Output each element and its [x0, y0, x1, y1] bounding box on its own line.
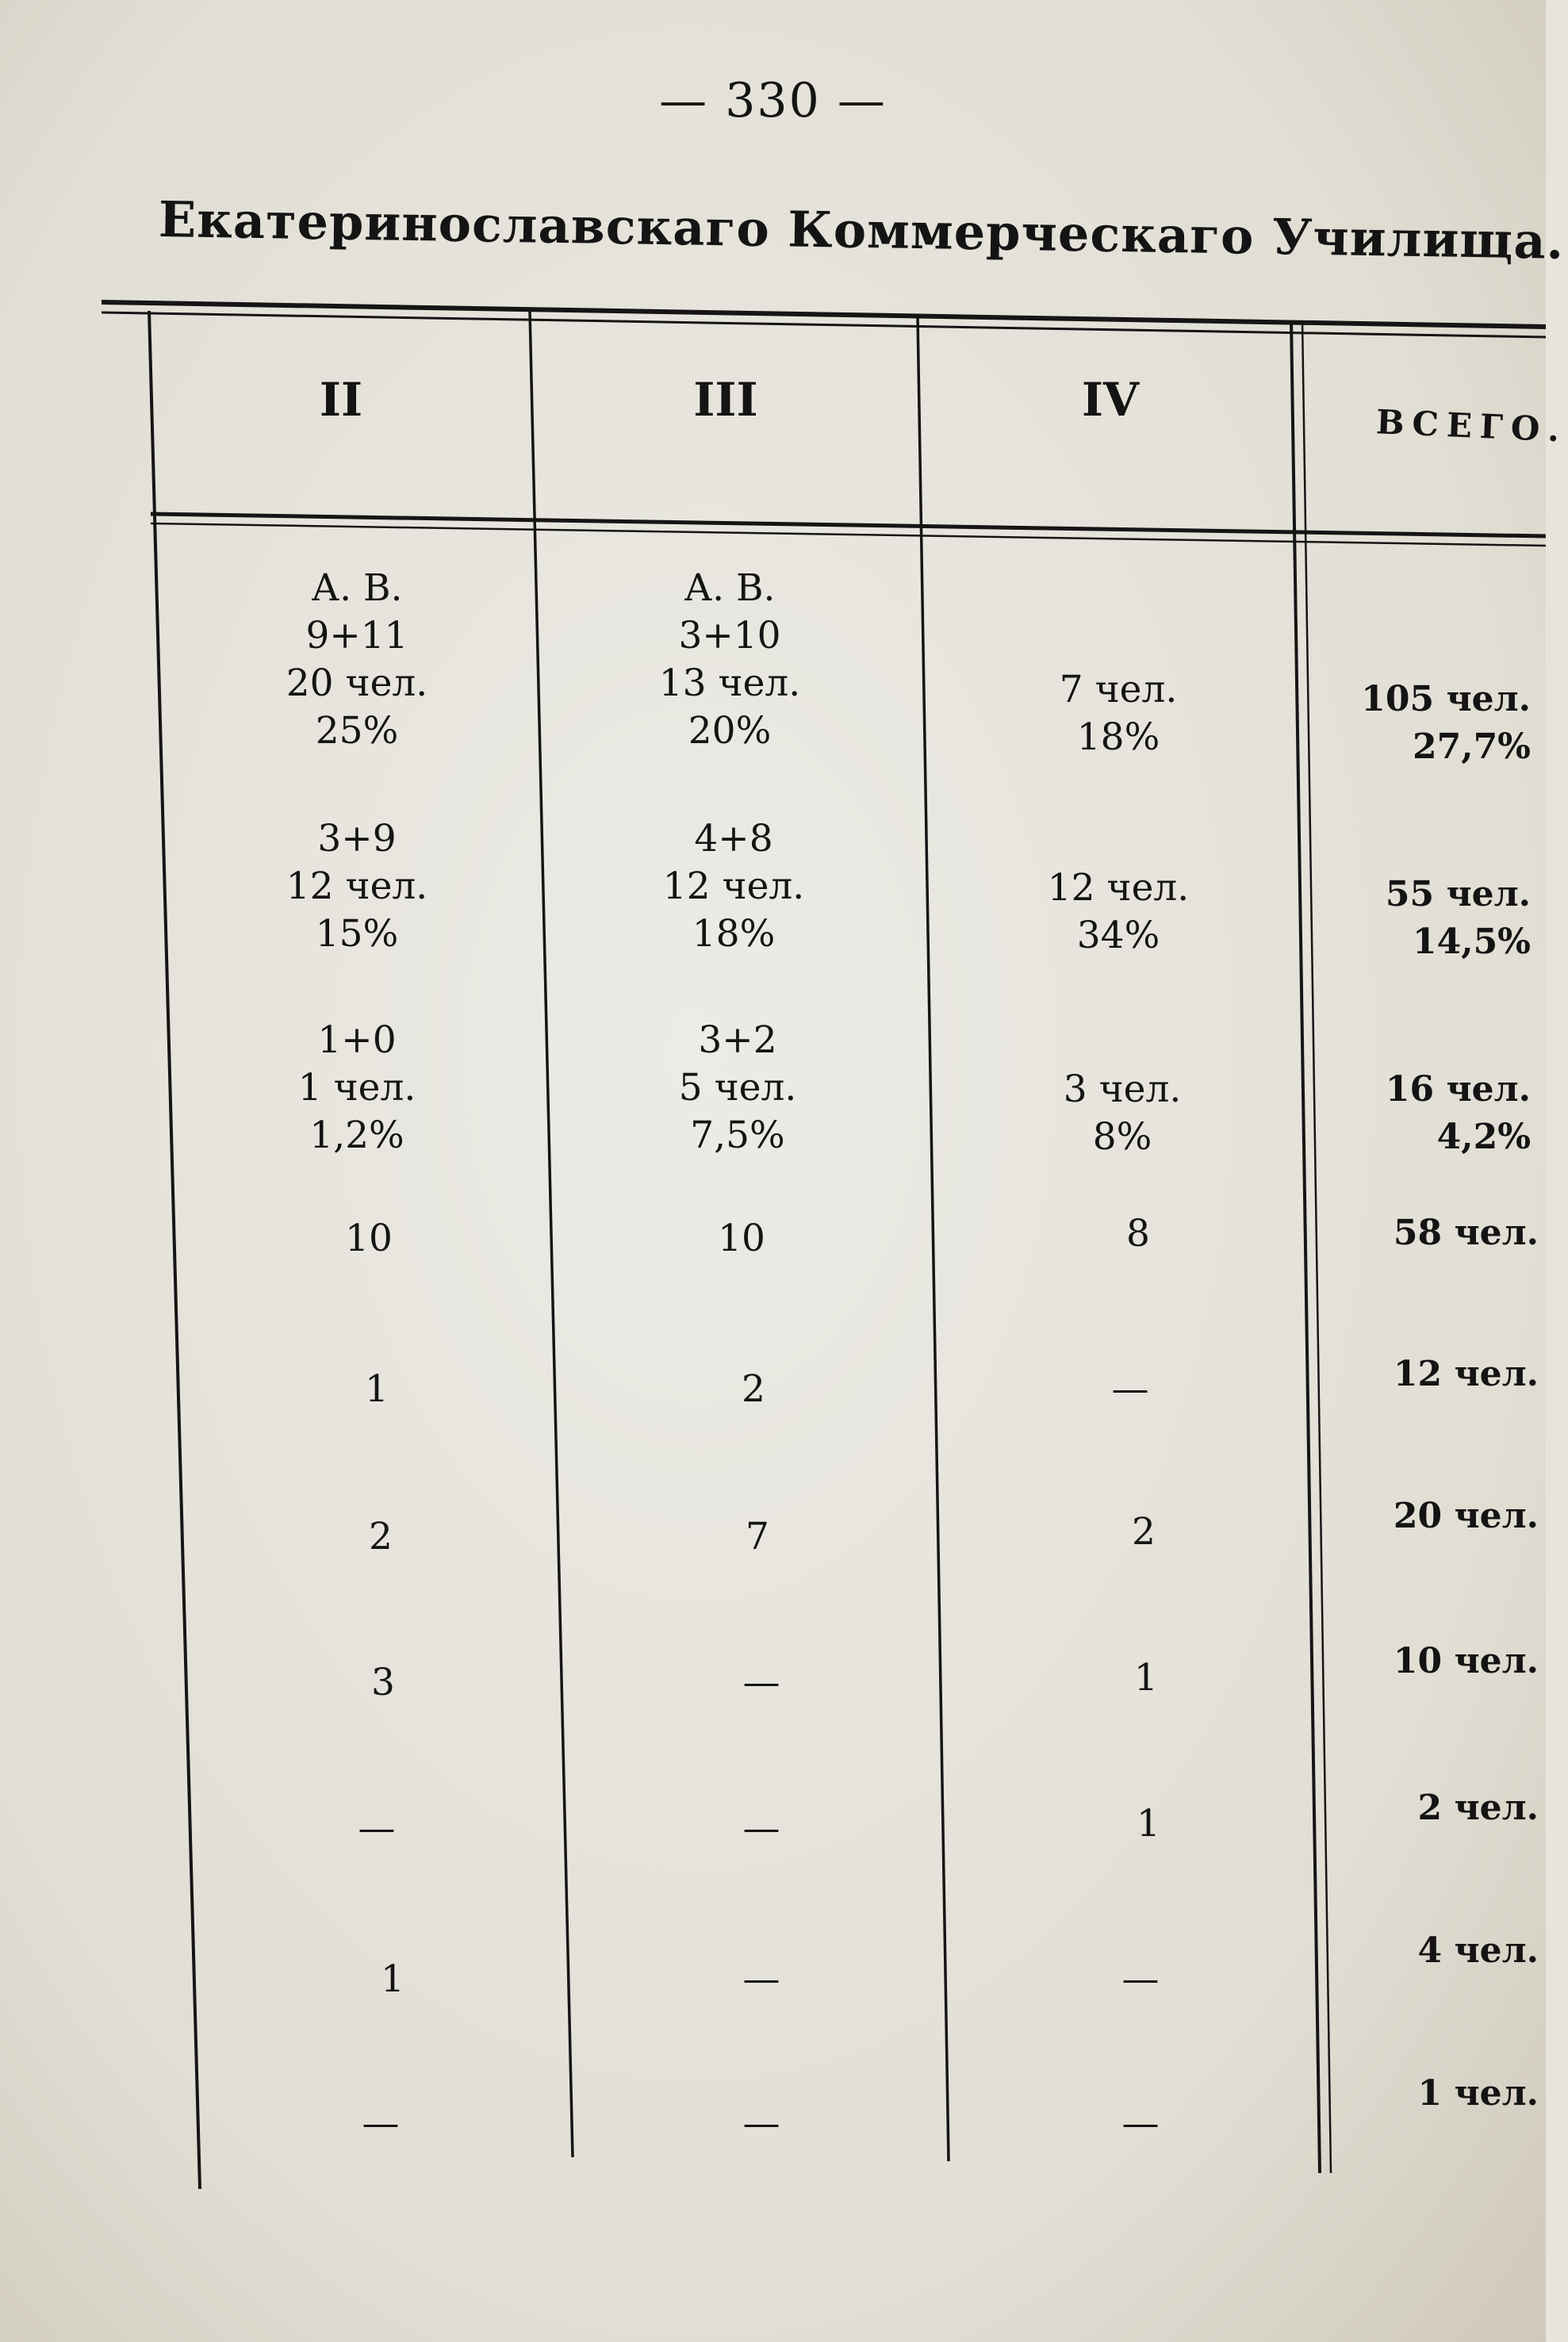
cell-row3-iv: [1027, 1066, 1217, 1161]
cell-row6-iv: [1049, 1508, 1239, 1556]
cell-line: 1: [365, 1367, 389, 1411]
cell-line: 15%: [315, 912, 399, 956]
cell-line: 2: [1132, 1510, 1156, 1554]
cell-line: 1: [1137, 1802, 1160, 1846]
column-header-ii: II: [319, 373, 363, 427]
cell-line: 7 чел.: [1059, 668, 1178, 711]
cell-line: 8: [1126, 1212, 1150, 1255]
cell-line: 10: [345, 1217, 393, 1260]
cell-line: 18%: [1076, 715, 1160, 759]
cell-row2-iv: [1023, 864, 1213, 960]
cell-line: 1 чел.: [1417, 2073, 1539, 2114]
cell-row1-ii: [262, 565, 452, 755]
cell-row7-total: [1348, 1638, 1539, 1685]
cell-row2-ii: [262, 815, 452, 958]
cell-line: 8%: [1092, 1115, 1152, 1159]
cell-line: 16 чел.: [1385, 1069, 1531, 1110]
cell-line: —: [1121, 1957, 1160, 2001]
cell-row5-ii: [282, 1366, 472, 1413]
cell-line: 1 чел.: [297, 1066, 416, 1110]
cell-line: 4 чел.: [1417, 1930, 1539, 1971]
cell-row4-iv: [1043, 1210, 1233, 1258]
cell-row10-iv: [1045, 2100, 1236, 2148]
cell-line: 2: [369, 1515, 393, 1558]
cell-line: —: [742, 2102, 780, 2145]
cell-line: 27,7%: [1413, 726, 1531, 767]
cell-line: А. В.: [311, 566, 403, 610]
page-number: — 330 —: [659, 73, 887, 128]
cell-line: 7,5%: [690, 1114, 785, 1157]
cell-line: 7: [746, 1515, 769, 1558]
cell-line: 3+10: [678, 614, 781, 657]
cell-row7-ii: [288, 1659, 478, 1707]
cell-row10-iii: [666, 2100, 857, 2148]
cell-row9-ii: [297, 1956, 488, 2003]
column-header-iv: IV: [1081, 373, 1140, 427]
cell-row6-ii: [286, 1513, 476, 1561]
page-title: Екатеринославскаго Коммерческаго Училища.: [158, 190, 1565, 270]
cell-line: 3 чел.: [1063, 1068, 1182, 1111]
cell-line: 20%: [688, 709, 772, 753]
cell-row9-iv: [1045, 1956, 1236, 2003]
cell-line: 3+2: [698, 1018, 777, 1062]
cell-row5-iv: [1035, 1366, 1225, 1413]
cell-row5-iii: [658, 1366, 849, 1413]
cell-row2-iii: [638, 815, 829, 958]
cell-line: 1+0: [317, 1018, 397, 1062]
cell-row9-total: [1348, 1927, 1539, 1975]
cell-row8-ii: [282, 1805, 472, 1853]
cell-row7-iii: [666, 1659, 857, 1707]
cell-row6-total: [1348, 1493, 1539, 1540]
cell-row3-total: [1348, 1066, 1531, 1161]
cell-line: 55 чел.: [1385, 874, 1531, 914]
cell-row3-ii: [262, 1017, 452, 1160]
cell-line: —: [742, 1957, 780, 2001]
cell-row1-iv: [1023, 666, 1213, 761]
cell-line: 5 чел.: [678, 1066, 797, 1110]
cell-row8-total: [1348, 1784, 1539, 1832]
cell-line: 4,2%: [1436, 1117, 1531, 1157]
cell-line: 2: [742, 1367, 765, 1411]
cell-row7-iv: [1051, 1654, 1241, 1702]
cell-line: 14,5%: [1413, 922, 1531, 962]
cell-line: 12 чел.: [1047, 866, 1190, 910]
cell-line: 3: [371, 1661, 395, 1704]
cell-line: —: [1121, 2102, 1160, 2145]
cell-row10-ii: [286, 2100, 476, 2148]
cell-line: 105 чел.: [1361, 679, 1531, 719]
cell-row9-iii: [666, 1956, 857, 2003]
column-header-iii: III: [693, 373, 758, 427]
cell-line: —: [742, 1807, 780, 1850]
cell-line: 1,2%: [309, 1114, 404, 1157]
cell-line: —: [362, 2102, 400, 2145]
cell-line: 25%: [315, 709, 399, 753]
cell-line: 3+9: [317, 817, 397, 861]
cell-row8-iv: [1053, 1800, 1244, 1848]
cell-row2-total: [1348, 871, 1531, 966]
cell-line: 1: [381, 1957, 404, 2001]
cell-row3-iii: [642, 1017, 833, 1160]
cell-line: 12 чел.: [1393, 1354, 1539, 1394]
cell-line: А. В.: [684, 566, 776, 610]
cell-line: 58 чел.: [1393, 1213, 1539, 1253]
cell-row8-iii: [666, 1805, 857, 1853]
cell-line: 4+8: [694, 817, 773, 861]
cell-line: —: [1111, 1367, 1149, 1411]
cell-line: 10 чел.: [1393, 1641, 1539, 1681]
cell-row5-total: [1348, 1351, 1539, 1398]
cell-line: 12 чел.: [286, 864, 428, 908]
cell-line: 34%: [1076, 914, 1160, 957]
cell-line: 20 чел.: [286, 661, 428, 705]
cell-row4-iii: [646, 1215, 837, 1263]
cell-row6-iii: [662, 1513, 853, 1561]
cell-row1-total: [1348, 676, 1531, 771]
cell-line: —: [358, 1807, 396, 1850]
cell-line: 18%: [692, 912, 776, 956]
cell-row1-iii: [634, 565, 825, 755]
cell-row4-ii: [274, 1215, 464, 1263]
cell-line: 13 чел.: [658, 661, 801, 705]
cell-line: 20 чел.: [1393, 1496, 1539, 1536]
column-header-total: ВСЕГО.: [1375, 402, 1568, 450]
cell-line: 9+11: [305, 614, 408, 657]
cell-line: 12 чел.: [662, 864, 805, 908]
cell-row10-total: [1348, 2070, 1539, 2118]
cell-line: 2 чел.: [1417, 1788, 1539, 1828]
cell-line: 1: [1134, 1656, 1158, 1700]
cell-row4-total: [1348, 1209, 1539, 1257]
cell-line: 10: [718, 1217, 765, 1260]
cell-line: —: [742, 1661, 780, 1704]
